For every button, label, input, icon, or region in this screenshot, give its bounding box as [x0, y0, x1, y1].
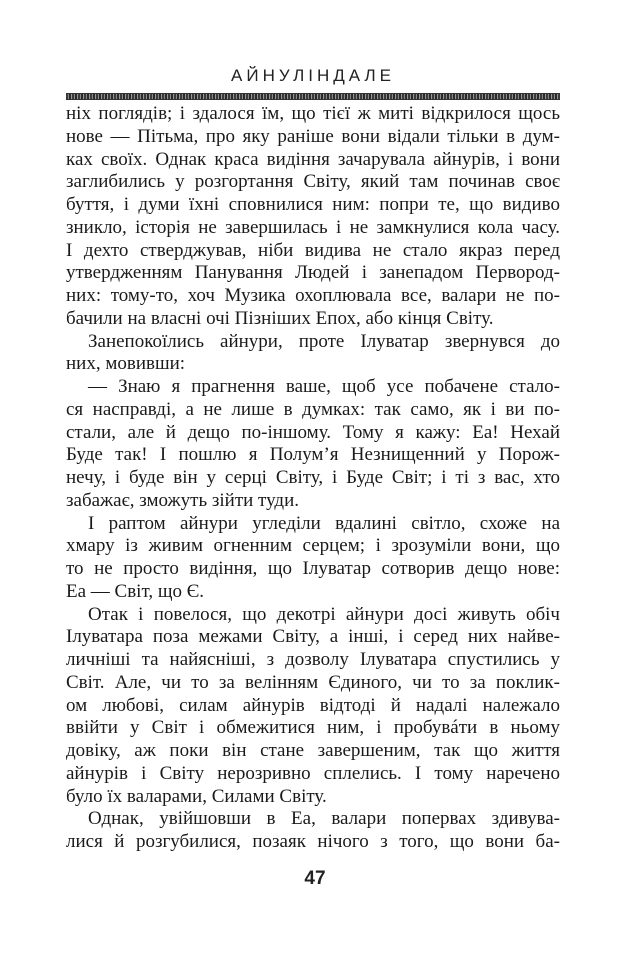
text-line: Ілуватара поза межами Світу, а інші, і серед них найве-	[66, 626, 560, 648]
page-number: 47	[304, 868, 326, 889]
paragraph	[66, 604, 560, 809]
text-line: стали, але й дещо по-іншому. Тому я кажу: Еа! Нехай	[66, 421, 560, 443]
text-line: бачили на власні очі Пізніших Епох, або кінця Світу.	[66, 307, 494, 329]
paragraph	[66, 376, 560, 513]
text-line: зникло, історія не завершилась і не замкнулися кола часу.	[66, 216, 560, 238]
text-line: заглибились у розгортання Світу, який там починав своє	[66, 171, 560, 193]
text-line: І раптом айнури угледіли вдалині світло, схоже на	[88, 512, 560, 534]
text-line: айнурів і Світу нерозривно сплелись. І тому наречено	[66, 762, 560, 784]
text-line: то не просто видіння, що Ілуватар сотворив дещо нове:	[66, 558, 560, 579]
text-line: довіку, аж поки він стане завершеним, так що життя	[66, 740, 560, 761]
text-line: лися й розгубилися, позаяк нічого з того, що вони ба-	[66, 831, 560, 852]
text-line: Світ. Але, чи то за велінням Єдиного, чи то за поклик-	[66, 671, 560, 693]
body-text	[66, 103, 560, 854]
text-line: — Знаю я прагнення ваше, щоб усе побачене стало-	[88, 376, 560, 397]
text-line: Занепокоїлись айнури, проте Ілуватар звернувся до	[88, 330, 560, 352]
running-header: АЙНУЛІНДАЛЕ	[231, 66, 395, 85]
text-line: буття, і думи їхні сповнилися ним: попри те, що видиво	[66, 194, 560, 215]
paragraph	[66, 513, 560, 604]
text-line: Однак, увійшовши в Еа, валари поперваx здивува-	[88, 808, 560, 830]
text-line: ом любові, силам айнурів відтоді й надалі належало	[66, 694, 560, 716]
text-line: Еа — Світ, що Є.	[66, 580, 205, 602]
text-line: утвердженням Панування Людей і занепадом Первород-	[66, 262, 560, 284]
text-line: ніх поглядів; і здалося їм, що тієї ж миті відкрилося щось	[66, 103, 560, 124]
text-line: ся насправді, а не лише в думках: так само, як і ви по-	[66, 398, 560, 420]
text-line: І дехто стверджував, ніби видива не стало якраз перед	[66, 239, 560, 261]
text-line: них, мовивши:	[66, 353, 186, 375]
text-line: хмару із живим огненним серцем; і зрозуміли вони, що	[66, 535, 560, 557]
text-line: ввійти у Світ і обмежитися ним, і пробувáти в ньому	[66, 717, 560, 739]
paragraph	[66, 103, 560, 331]
text-line: було їх валарами, Силами Світу.	[66, 785, 327, 807]
text-line: забажає, зможуть зійти туди.	[66, 489, 300, 511]
text-line: них: тому-то, хоч Музика охоплювала все, валари не по-	[66, 285, 560, 306]
header-ornamental-rule	[66, 93, 560, 100]
text-line: Буде так! І пошлю я Полумʼя Незнищенний у Порож-	[66, 444, 560, 466]
paragraph	[66, 331, 560, 377]
text-line: ках своїх. Однак краса видіння зачарувала айнурів, і вони	[66, 148, 560, 170]
text-line: нечу, і буде він у серці Світу, і Буде Світ; і ті з вас, хто	[66, 467, 560, 488]
text-line: Отак і повелося, що декотрі айнури досі живуть обіч	[88, 603, 560, 625]
text-line: нове — Пітьма, про яку раніше вони відали тільки в дум-	[66, 125, 560, 147]
paragraph	[66, 808, 560, 854]
text-line: личніші та найясніші, з дозволу Ілуватара спустились у	[66, 649, 560, 670]
